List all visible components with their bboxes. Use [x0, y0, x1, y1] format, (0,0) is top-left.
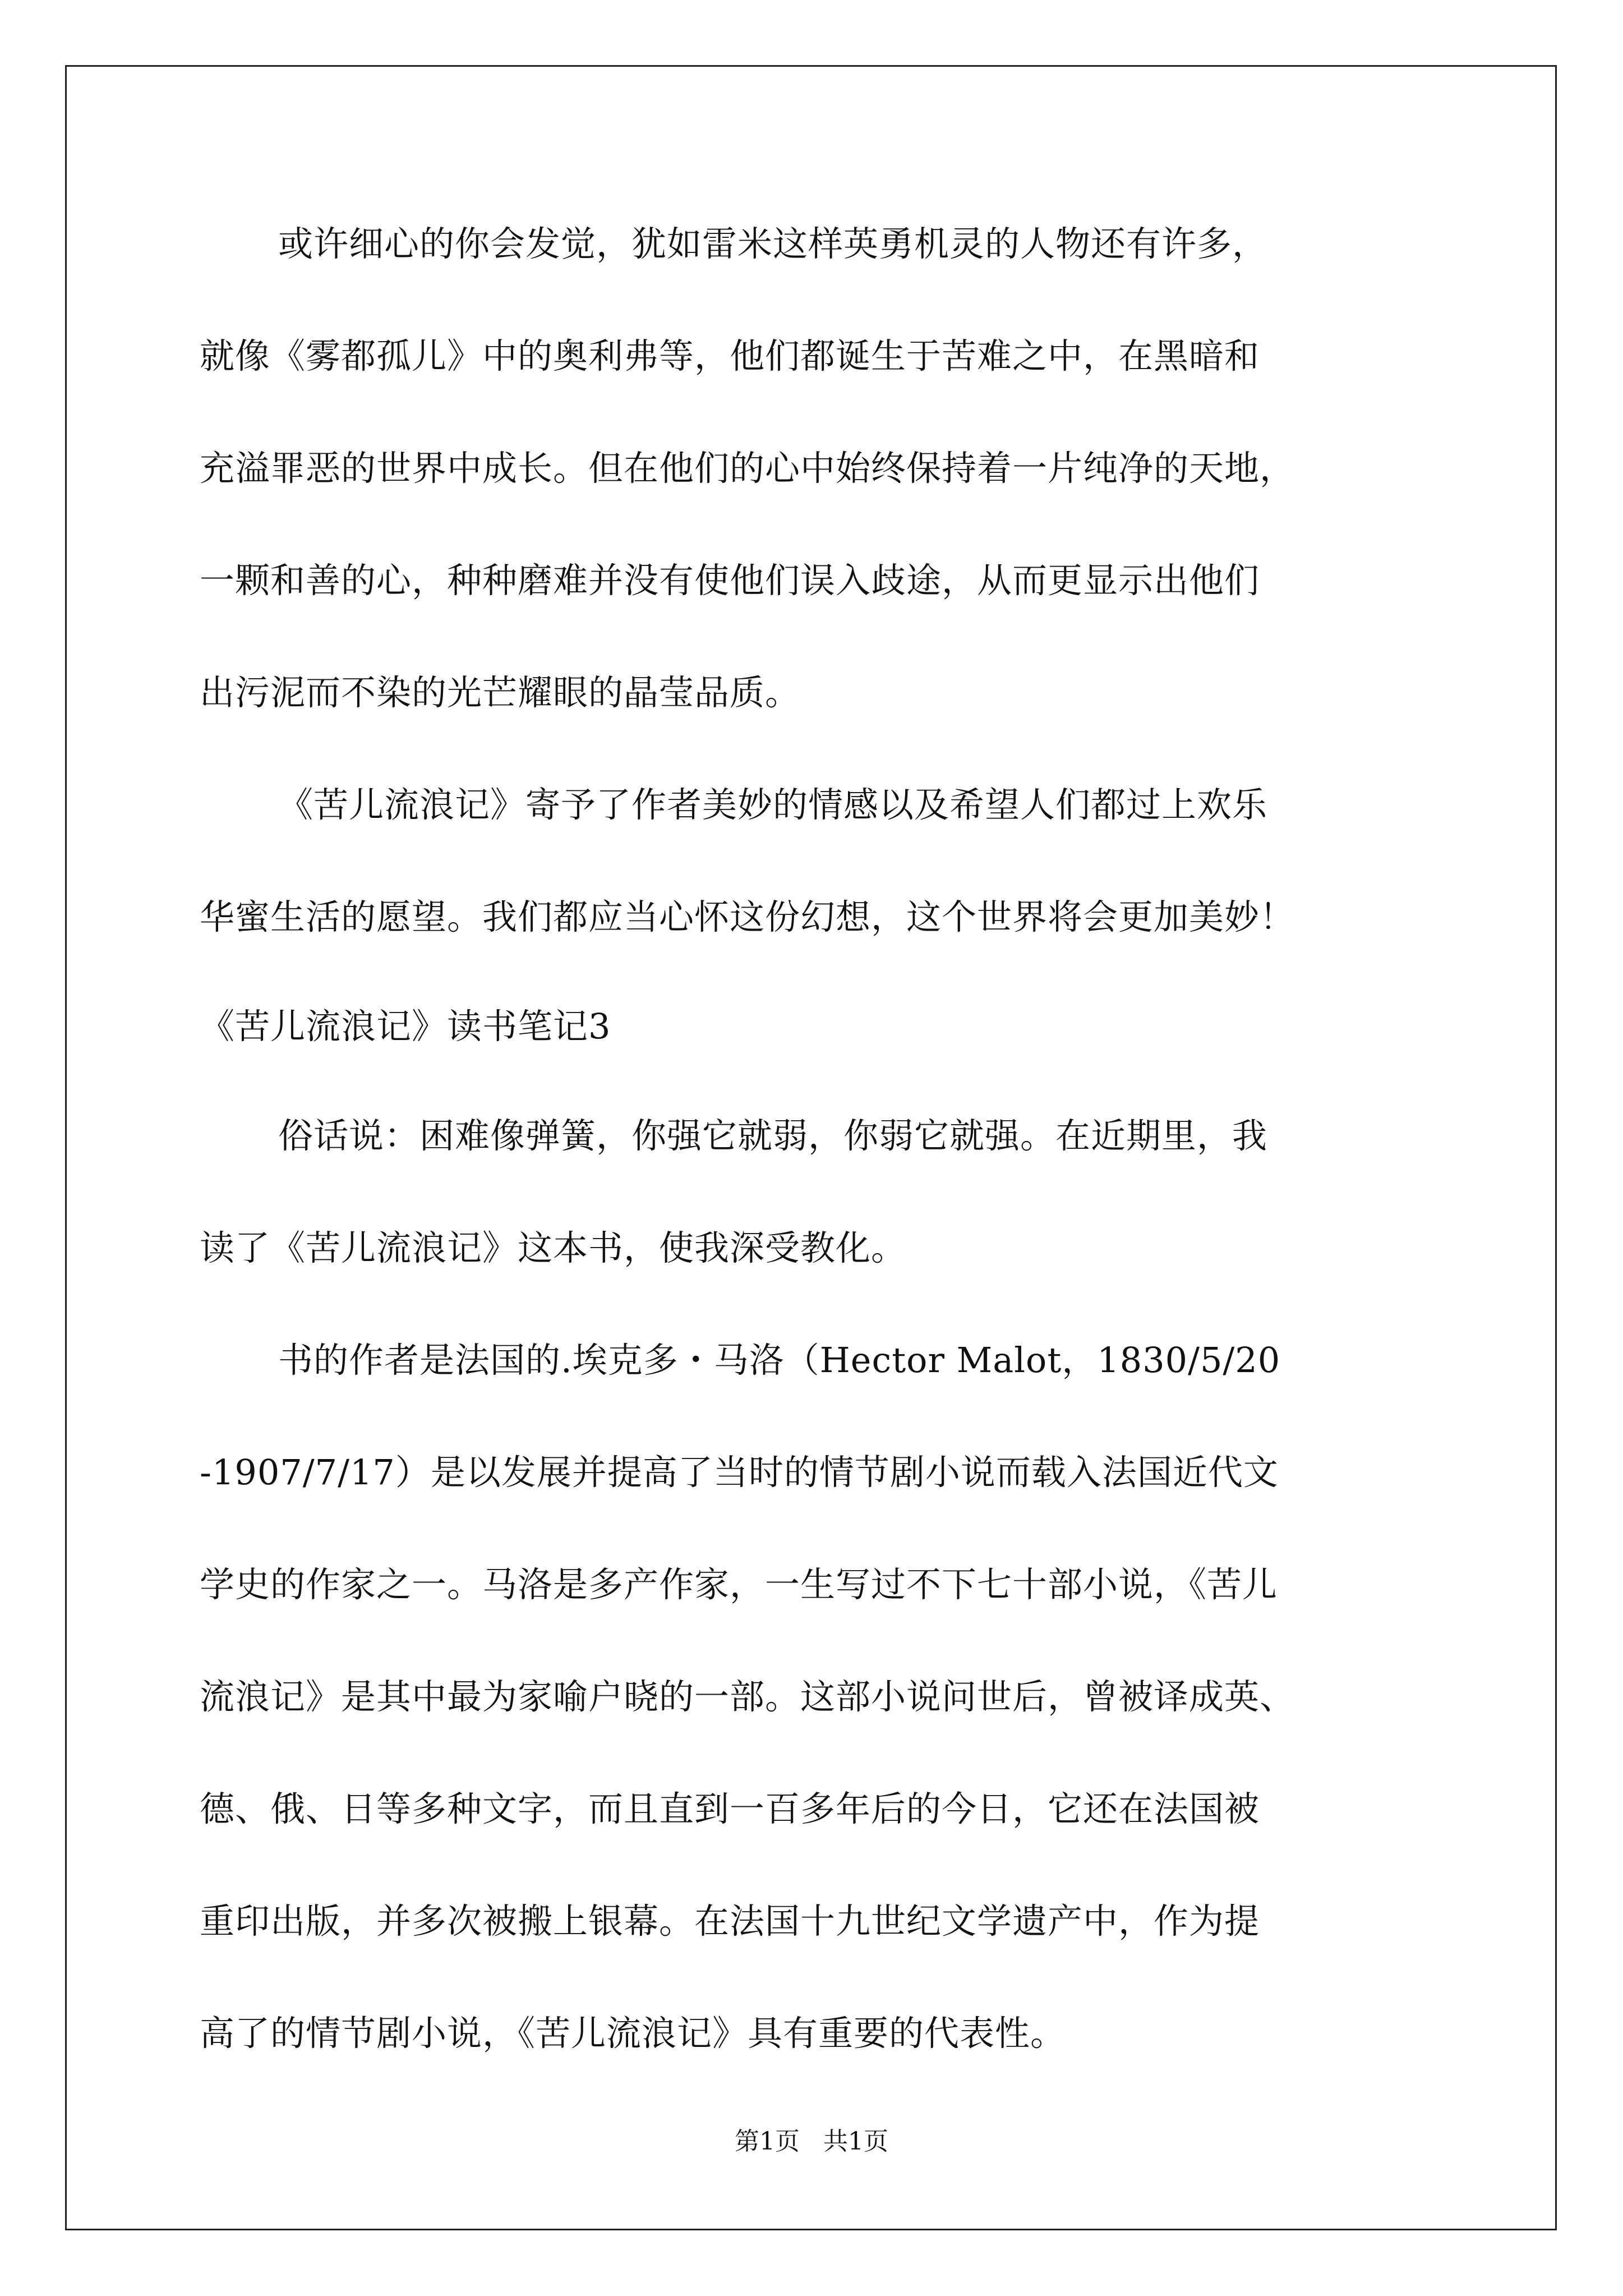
section-heading: 《苦儿流浪记》读书笔记3 — [200, 1006, 611, 1047]
paragraph-4-line-2: -1907/7/17）是以发展并提高了当时的情节剧小说而载入法国近代文 — [200, 1452, 1279, 1493]
paragraph-4-line-7: 高了的情节剧小说，《苦儿流浪记》具有重要的代表性。 — [200, 2013, 1066, 2054]
paragraph-1-line-4: 一颗和善的心，种种磨难并没有使他们误入歧途，从而更显示出他们 — [200, 560, 1260, 601]
paragraph-1-line-5: 出污泥而不染的光芒耀眼的晶莹品质。 — [200, 672, 801, 713]
paragraph-3-line-1: 俗话说：困难像弹簧，你强它就弱，你弱它就强。在近期里，我 — [278, 1115, 1268, 1156]
paragraph-2-line-2: 华蜜生活的愿望。我们都应当心怀这份幻想，这个世界将会更加美妙！ — [200, 896, 1295, 937]
paragraph-3-line-2: 读了《苦儿流浪记》这本书，使我深受教化。 — [200, 1227, 907, 1268]
paragraph-1-line-2: 就像《雾都孤儿》中的奥利弗等，他们都诞生于苦难之中，在黑暗和 — [200, 335, 1260, 376]
page-number-footer: 第1页 共1页 — [735, 2127, 888, 2156]
paragraph-4-line-3: 学史的作家之一。马洛是多产作家，一生写过不下七十部小说，《苦儿 — [200, 1564, 1278, 1605]
paragraph-1-line-1: 或许细心的你会发觉，犹如雷米这样英勇机灵的人物还有许多， — [278, 223, 1268, 264]
paragraph-2-line-1: 《苦儿流浪记》寄予了作者美妙的情感以及希望人们都过上欢乐 — [278, 784, 1268, 825]
paragraph-4-line-1: 书的作者是法国的.埃克多・马洛（Hector Malot，1830/5/20 — [278, 1340, 1281, 1381]
paragraph-1-line-3: 充溢罪恶的世界中成长。但在他们的心中始终保持着一片纯净的天地， — [200, 448, 1295, 489]
paragraph-4-line-6: 重印出版，并多次被搬上银幕。在法国十九世纪文学遗产中，作为提 — [200, 1901, 1260, 1941]
paragraph-4-line-5: 德、俄、日等多种文字，而且直到一百多年后的今日，它还在法国被 — [200, 1788, 1260, 1829]
paragraph-4-line-4: 流浪记》是其中最为家喻户晓的一部。这部小说问世后，曾被译成英、 — [200, 1676, 1295, 1717]
